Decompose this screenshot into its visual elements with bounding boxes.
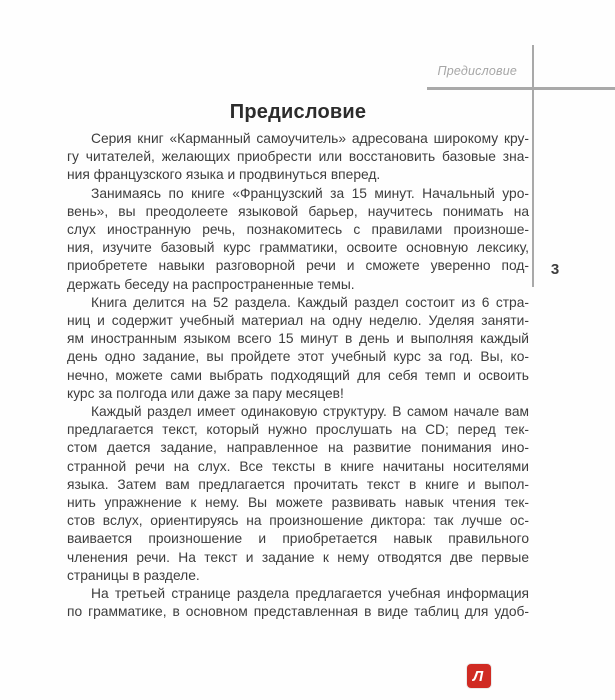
text-line: держать беседу на распространенные темы. [67,276,355,292]
text-line: стом дается задание, направленное на развитие понимания ино- [67,440,529,456]
text-line: страницы в разделе. [67,567,200,583]
running-header: Предисловие [437,64,517,78]
text-line: слух иностранную речь, познакомитесь с правилами произноше- [67,222,529,238]
text-line: ям иностранным языком всего 15 минут в день и выполняя каждый [67,331,529,347]
text-line: странной речи на слух. Все тексты в книге начитаны носителями [67,458,529,474]
page-title: Предисловие [229,101,367,123]
text-line: день одно задание, вы пройдете этот учебный курс за год. Вы, ко- [67,349,529,365]
text-line: членения речи. На текст и задание к нему отводятся две первые [67,549,529,565]
text-line: Серия книг «Карманный самоучитель» адресована широкому кру- [91,131,529,146]
text-line: вень», вы преодолеете языковой барьер, научитесь понимать на [67,203,529,219]
text-line: Каждый раздел имеет одинаковую структуру. В самом начале вам [91,404,529,420]
text-line: Занимаясь по книге «Французский за 15 минут. Начальный уро- [91,185,529,201]
body-text [67,130,529,621]
text-line: предлагается текст, который нужно прослушать на CD; перед тек- [67,422,529,438]
text-line: гу читателей, желающих приобрести или восстановить базовые зна- [67,149,529,165]
labirint-logo-letter-icon: Л [472,667,484,685]
text-line: ниц и содержит учебный материал на одну неделю. Уделяя заняти- [67,313,529,329]
header-horizontal-rule [427,87,615,90]
text-line: На третьей странице раздела предлагается учебная информация [91,586,529,602]
text-line: Книга делится на 52 раздела. Каждый раздел состоит из 6 стра- [91,294,529,310]
text-line: курс за полгода или даже за пару месяцев! [67,385,344,401]
text-line: ваивается произношение и приобретается навык правильного [67,531,529,547]
page-number: 3 [550,261,560,278]
text-line: языка. Затем вам предлагается прочитать текст в книге и выпол- [67,476,529,492]
text-line: стов вслух, ориентируясь на произношение диктора: так лучше ос- [67,513,529,529]
text-line: ния, изучите базовый курс грамматики, освоите основную лексику, [67,240,529,256]
margin-vertical-rule [532,45,534,287]
text-line: нечно, можете сами выбрать подходящий для себя темп и освоить [67,367,529,383]
text-line: приобретете навыки разговорной речи и сможете уверенно под- [67,258,529,274]
labirint-logo [467,664,491,688]
text-line: нить упражнение к нему. Вы можете развивать навык чтения тек- [67,495,529,511]
text-line: по грамматике, в основном представленная в виде таблиц для удоб- [67,604,529,620]
text-line: ния французского языка и продвинуться вперед. [67,167,381,183]
